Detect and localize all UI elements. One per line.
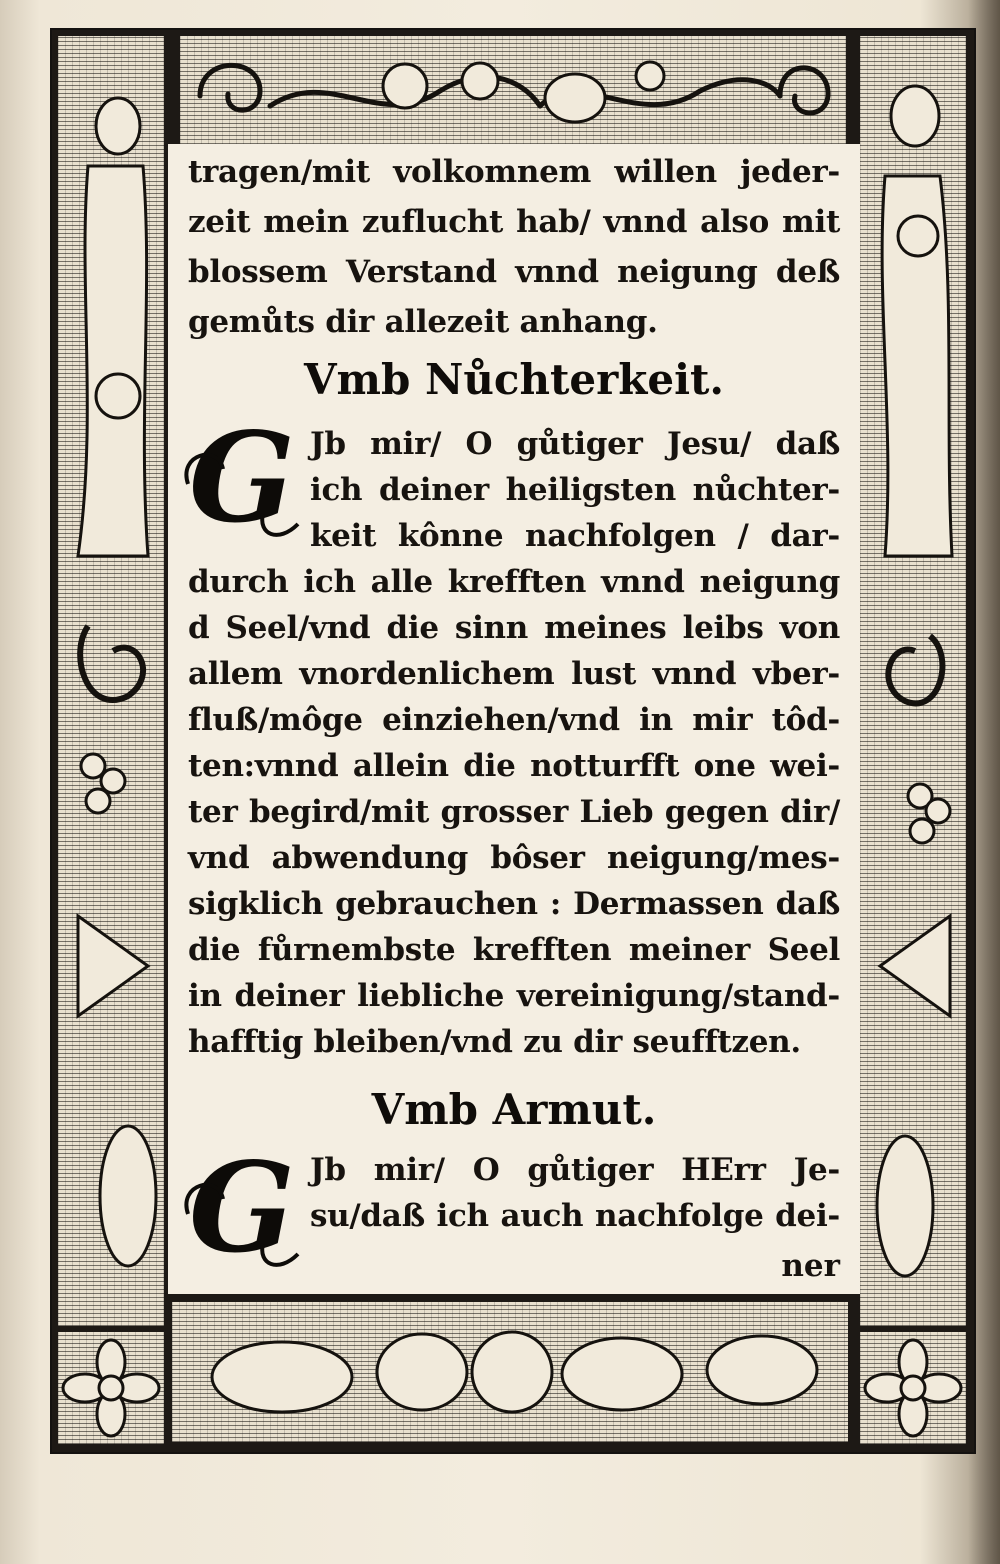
text-line: zeit mein zuflucht hab/ vnnd also mit: [188, 204, 840, 240]
text-line: Jb mir/ O gůtiger Jesu/ daß: [310, 426, 840, 462]
bottom-left-rosette: [58, 1332, 164, 1444]
text-line: vnd abwendung bôser neigung/mes-: [188, 840, 840, 876]
text-line: blossem Verstand vnnd neigung deß: [188, 254, 840, 290]
bottom-ornament-panel: [172, 1302, 848, 1442]
text-line: d Seel/vnd die sinn meines leibs von: [188, 610, 840, 646]
text-line: gemůts dir allezeit anhang.: [188, 304, 658, 340]
left-ornament-panel: [58, 36, 164, 1326]
text-line: ich deiner heiligsten nůchter-: [310, 472, 840, 508]
text-line: sigklich gebrauchen : Dermassen daß: [188, 886, 840, 922]
text-line: ter begird/mit grosser Lieb gegen dir/: [188, 794, 840, 830]
catchword: ner: [781, 1248, 840, 1284]
text-line: hafftig bleiben/vnd zu dir seufftzen.: [188, 1024, 801, 1060]
text-line: ten:vnnd allein die notturfft one wei-: [188, 748, 840, 784]
text-line: Jb mir/ O gůtiger HErr Je-: [310, 1152, 840, 1188]
text-block: [168, 144, 860, 1294]
text-line: fluß/môge einziehen/vnd in mir tôd-: [188, 702, 840, 738]
decorated-initial: G: [189, 406, 295, 551]
top-ornament-panel: [180, 36, 846, 144]
text-line: durch ich alle krefften vnnd neigung: [188, 564, 840, 600]
section-heading: Vmb Armut.: [371, 1085, 657, 1134]
text-line: allem vnordenlichem lust vnnd vber-: [188, 656, 840, 692]
right-ornament-panel: [860, 36, 966, 1326]
text-line: tragen/mit volkomnem willen jeder-: [188, 154, 840, 190]
text-line: su/daß ich auch nachfolge dei-: [310, 1198, 840, 1234]
text-line: in deiner liebliche vereinigung/stand-: [188, 978, 840, 1014]
text-line: keit kônne nachfolgen / dar-: [310, 518, 840, 554]
bottom-right-rosette: [860, 1332, 966, 1444]
text-line: die fůrnembste krefften meiner Seel: [188, 932, 840, 968]
section-heading: Vmb Nůchterkeit.: [303, 355, 725, 404]
decorated-initial: G: [189, 1136, 295, 1281]
